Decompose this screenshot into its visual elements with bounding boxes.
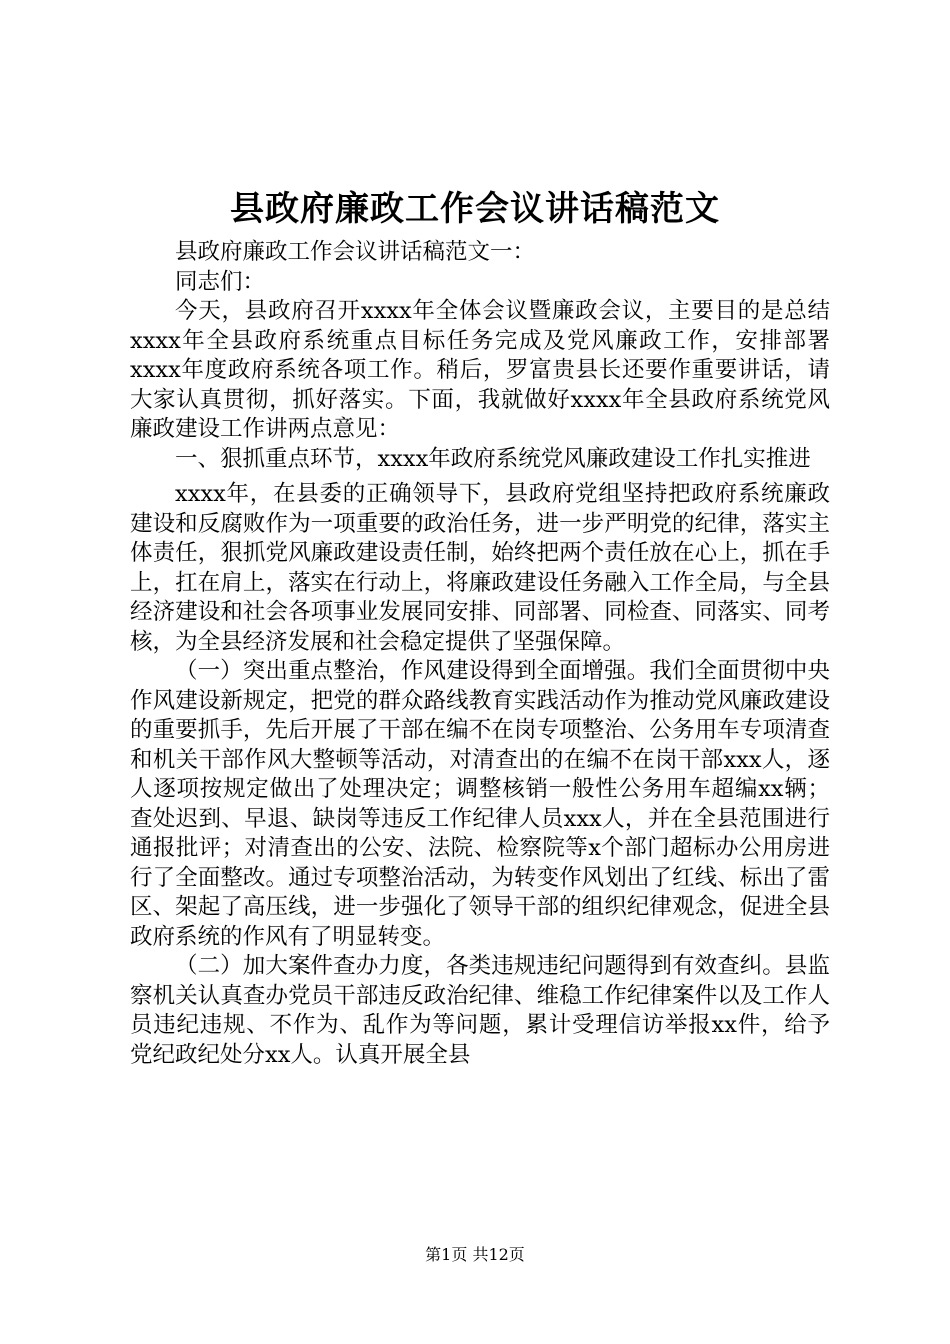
intro-paragraph: 今天，县政府召开xxxx年全体会议暨廉政会议，主要目的是总结xxxx年全县政府系统重点目标任务完成及党风廉政工作，安排部署xxxx年度政府系统各项工作。稍后，罗富贵县长还要作重要讲话，请大家认真贯彻，抓好落实。下面，我就做好xxxx年全县政府系统党风廉政建设工作讲两点意见： [130, 298, 830, 442]
salutation-paragraph: 同志们： [175, 268, 266, 295]
body-paragraph: （一）突出重点整治，作风建设得到全面增强。我们全面贯彻中央作风建设新规定，把党的群众路线教育实践活动作为推动党风廉政建设的重要抓手，先后开展了干部在编不在岗专项整治、公务用车专项清查和机关干部作风大整顿等活动，对清查出的在编不在岗干部xxx人，逐人逐项按规定做出了处理决定；调整核销一般性公务用车超编xx辆；查处迟到、早退、缺岗等违反工作纪律人员xxx人，并在全县范围进行通报批评；对清查出的公安、法院、检察院等x个部门超标办公用房进行了全面整改。通过专项整治活动，为转变作风划出了红线、标出了雷区、架起了高压线，进一步强化了领导干部的组织纪律观念，促进全县政府系统的作风有了明显转变。 [130, 658, 830, 950]
body-paragraph: xxxx年，在县委的正确领导下，县政府党组坚持把政府系统廉政建设和反腐败作为一项重要的政治任务，进一步严明党的纪律，落实主体责任，狠抓党风廉政建设责任制，始终把两个责任放在心上，抓在手上，扛在肩上，落实在行动上，将廉政建设任务融入工作全局，与全县经济建设和社会各项事业发展同安排、同部署、同检查、同落实、同考核，为全县经济发展和社会稳定提供了坚强保障。 [130, 481, 830, 655]
document-body [130, 238, 830, 1070]
subtitle-paragraph: 县政府廉政工作会议讲话稿范文一： [175, 239, 536, 265]
document-title: 县政府廉政工作会议讲话稿范文 [230, 189, 720, 229]
body-paragraph: （二）加大案件查办力度，各类违规违纪问题得到有效查纠。县监察机关认真查办党员干部违反政治纪律、维稳工作纪律案件以及工作人员违纪违规、不作为、乱作为等问题，累计受理信访举报xx件，给予党纪政纪处分xx人。认真开展全县 [130, 953, 830, 1068]
section-heading-1: 一、狠抓重点环节，xxxx年政府系统党风廉政建设工作扎实推进 [175, 445, 811, 472]
page-number: 第1页 共12页 [425, 1245, 525, 1264]
